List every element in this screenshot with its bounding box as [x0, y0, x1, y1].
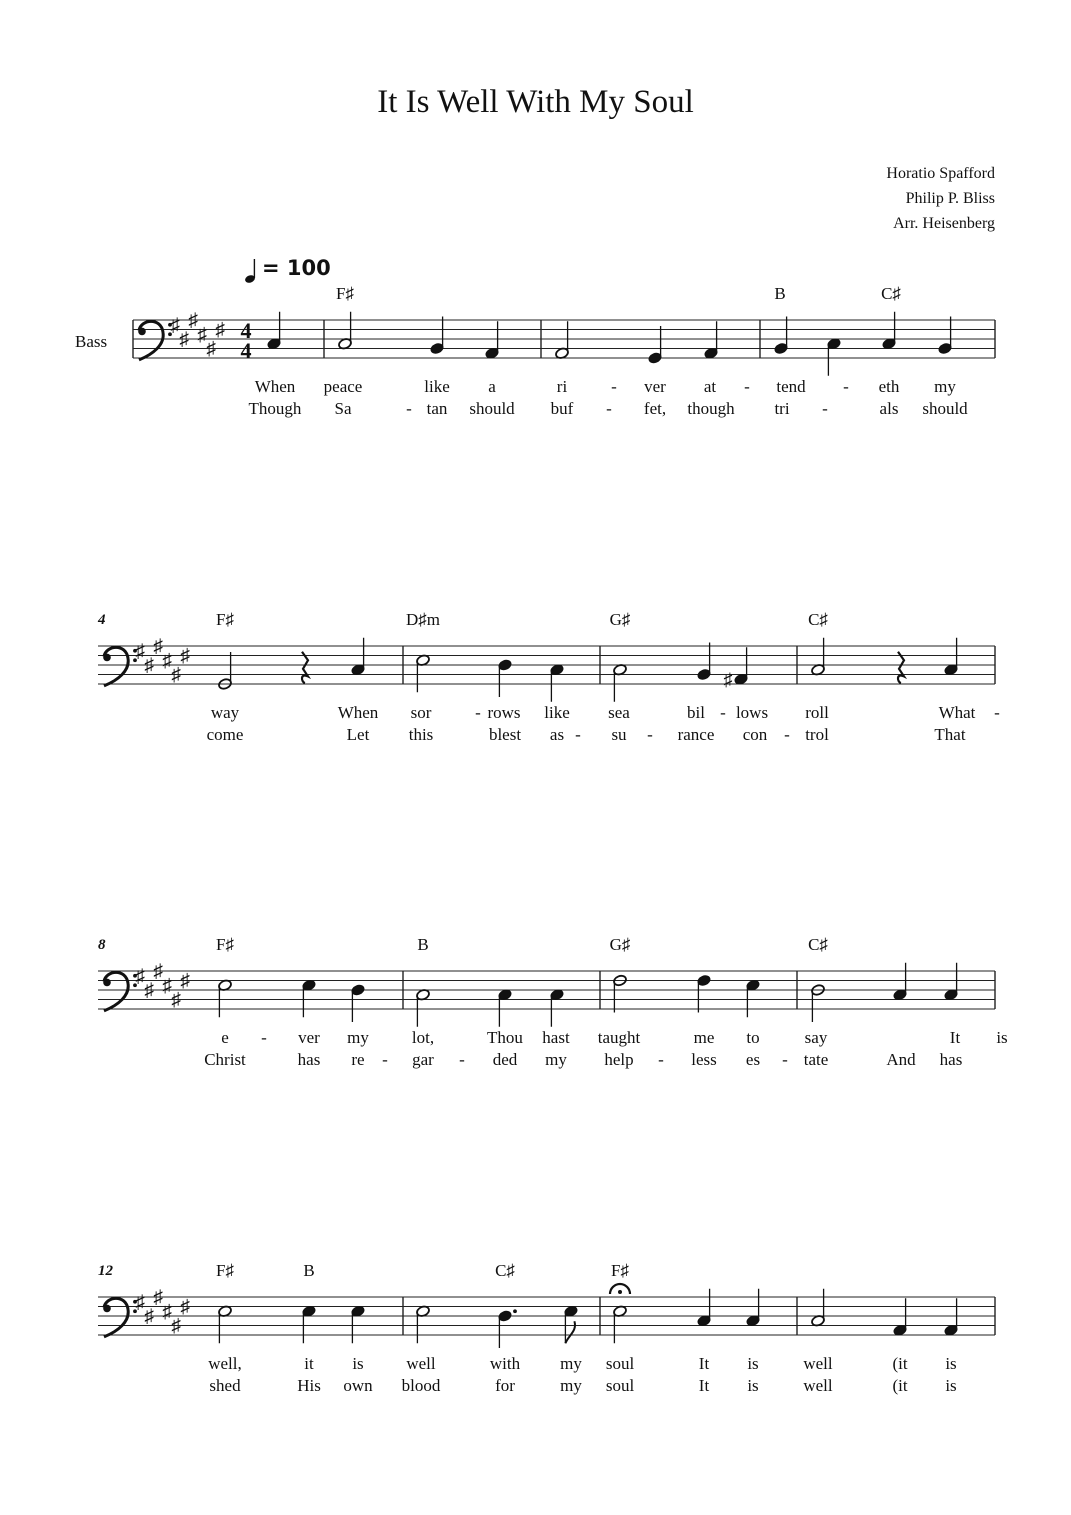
- lyric-verse1: taught: [597, 1028, 641, 1047]
- tempo-marking: = 100: [262, 256, 331, 280]
- lyric-verse1: ver: [644, 377, 666, 396]
- chord-symbol: F♯: [611, 1261, 629, 1280]
- lyric-verse1: soul: [605, 1354, 635, 1373]
- lyric-verse2: Sa: [334, 399, 352, 418]
- key-signature-sharp-icon: ♯: [197, 324, 207, 346]
- key-signature-sharp-icon: ♯: [135, 640, 145, 662]
- key-signature-sharp-icon: ♯: [153, 636, 163, 657]
- chord-symbol: F♯: [216, 1261, 234, 1280]
- lyric-verse1: It: [698, 1354, 710, 1373]
- lyric-verse2: Christ: [204, 1050, 246, 1069]
- instrument-name: Bass: [75, 332, 108, 351]
- key-signature-sharp-icon: ♯: [171, 989, 181, 1011]
- lyric-verse2: less: [691, 1050, 717, 1069]
- lyric-verse1: tend: [776, 377, 806, 396]
- lyric-verse1: -: [744, 377, 750, 396]
- quarter-rest-icon: [898, 652, 904, 683]
- key-signature-sharp-icon: ♯: [206, 338, 216, 360]
- chord-symbol: F♯: [336, 284, 354, 303]
- lyric-verse1: -: [261, 1028, 267, 1047]
- quarter-rest-icon: [302, 652, 308, 683]
- measure-number: 4: [98, 612, 106, 628]
- lyric-verse1: (it: [892, 1354, 908, 1373]
- lyric-verse2: tan: [426, 399, 448, 418]
- lyric-verse1: peace: [323, 377, 363, 396]
- lyric-verse1: sea: [608, 703, 630, 722]
- lyric-verse1: with: [489, 1354, 521, 1373]
- lyric-verse2: shed: [209, 1376, 241, 1395]
- chord-symbol: C♯: [808, 610, 828, 629]
- key-signature-sharp-icon: ♯: [188, 310, 198, 331]
- lyric-verse2: su: [611, 725, 627, 744]
- key-signature-sharp-icon: ♯: [144, 1306, 154, 1327]
- lyric-verse2: blood: [401, 1376, 441, 1395]
- staff-system-1: [133, 310, 995, 376]
- bass-clef-icon: [104, 972, 128, 1011]
- lyric-verse1: ver: [298, 1028, 320, 1047]
- lyric-verse1: bil: [687, 703, 705, 722]
- chord-symbol: C♯: [495, 1261, 515, 1280]
- sharp-accidental-icon: ♯: [723, 669, 733, 690]
- lyric-verse2: has: [297, 1050, 321, 1069]
- lyric-verse2: for: [495, 1376, 515, 1395]
- chord-symbol: F♯: [216, 610, 234, 629]
- lyric-verse2: tri: [774, 399, 790, 418]
- chord-symbol: C♯: [881, 284, 901, 303]
- lyric-verse2: -: [406, 399, 412, 418]
- staff-system-4: [98, 1284, 995, 1348]
- key-signature-sharp-icon: ♯: [180, 645, 190, 667]
- lyric-verse2: -: [606, 399, 612, 418]
- key-signature-sharp-icon: ♯: [144, 980, 154, 1001]
- staff-system-3: [98, 961, 995, 1027]
- measure-number: 8: [98, 937, 106, 953]
- lyric-verse2: fet,: [643, 399, 667, 418]
- lyric-verse1: my: [934, 377, 956, 396]
- lyric-verse2: es: [745, 1050, 761, 1069]
- measure-number: 12: [98, 1263, 113, 1279]
- lyric-verse2: come: [206, 725, 244, 744]
- lyric-verse1: well: [803, 1354, 833, 1373]
- lyric-verse1: -: [843, 377, 849, 396]
- key-signature-sharp-icon: ♯: [171, 664, 181, 686]
- lyric-verse2: -: [784, 725, 790, 744]
- time-signature-top: 4: [240, 318, 252, 344]
- score-title: It Is Well With My Soul: [377, 84, 694, 120]
- key-signature-sharp-icon: ♯: [180, 970, 190, 992]
- key-signature-sharp-icon: ♯: [153, 961, 163, 982]
- lyric-verse1: When: [337, 703, 379, 722]
- bass-clef-icon: [104, 1298, 128, 1337]
- lyric-verse1: eth: [878, 377, 900, 396]
- lyric-verse1: is: [747, 1354, 759, 1373]
- lyric-verse2: trol: [805, 725, 829, 744]
- arranger-credit: Arr. Heisenberg: [893, 215, 995, 232]
- lyric-verse1: -: [720, 703, 726, 722]
- lyric-verse2: rance: [677, 725, 715, 744]
- bass-clef-icon: [139, 321, 163, 360]
- lyric-verse1: rows: [487, 703, 521, 722]
- lyric-verse2: this: [408, 725, 434, 744]
- lyric-verse2: buf: [550, 399, 574, 418]
- key-signature-sharp-icon: ♯: [135, 965, 145, 987]
- lyric-verse2: my: [545, 1050, 567, 1069]
- lyric-verse2: His: [297, 1376, 321, 1395]
- lyric-verse1: Thou: [487, 1028, 523, 1047]
- chord-symbol: B: [303, 1261, 315, 1280]
- lyric-verse1: is: [945, 1354, 957, 1373]
- chord-symbol: G♯: [609, 610, 631, 629]
- lyric-verse1: e: [221, 1028, 229, 1047]
- bass-clef-icon: [104, 647, 128, 686]
- lyric-verse2: -: [575, 725, 581, 744]
- key-signature-sharp-icon: ♯: [179, 329, 189, 350]
- lyric-verse2: help: [604, 1050, 634, 1069]
- staff-system-2: [98, 636, 995, 702]
- lyric-verse2: -: [459, 1050, 465, 1069]
- lyric-verse2: is: [945, 1376, 957, 1395]
- lyric-verse2: -: [782, 1050, 788, 1069]
- key-signature-sharp-icon: ♯: [162, 650, 172, 672]
- bass-clef-icon: [103, 1305, 111, 1313]
- lyric-verse2: gar: [412, 1050, 434, 1069]
- lyric-verse2: -: [658, 1050, 664, 1069]
- key-signature-sharp-icon: ♯: [215, 319, 225, 341]
- lyric-verse1: When: [254, 377, 296, 396]
- bass-clef-icon: [138, 328, 146, 336]
- chord-symbol: B: [417, 935, 429, 954]
- lyric-verse1: at: [703, 377, 717, 396]
- chord-symbol: G♯: [609, 935, 631, 954]
- lyric-verse2: als: [879, 399, 899, 418]
- lyric-verse1: sor: [410, 703, 432, 722]
- lyric-verse1: a: [488, 377, 496, 396]
- lyric-verse2: soul: [605, 1376, 635, 1395]
- lyric-verse1: lot,: [411, 1028, 435, 1047]
- chord-symbol: C♯: [808, 935, 828, 954]
- lyric-verse2: Though: [248, 399, 302, 418]
- lyric-verse1: What: [938, 703, 976, 722]
- lyric-verse2: tate: [803, 1050, 829, 1069]
- lyric-verse1: say: [804, 1028, 828, 1047]
- key-signature-sharp-icon: ♯: [162, 975, 172, 997]
- time-signature-bottom: 4: [240, 338, 252, 363]
- lyric-verse1: is: [352, 1354, 364, 1373]
- chord-symbol: F♯: [216, 935, 234, 954]
- lyric-verse2: (it: [892, 1376, 908, 1395]
- dot: [513, 1309, 517, 1313]
- lyric-verse1: like: [424, 377, 450, 396]
- lyric-verse2: own: [343, 1376, 373, 1395]
- lyric-verse1: -: [475, 703, 481, 722]
- lyric-verse2: well: [803, 1376, 833, 1395]
- lyric-verse1: way: [210, 703, 240, 722]
- lyric-verse1: roll: [805, 703, 829, 722]
- lyric-verse1: me: [693, 1028, 715, 1047]
- lyric-verse1: well: [406, 1354, 436, 1373]
- lyric-verse2: con: [742, 725, 768, 744]
- lyric-verse1: it: [304, 1354, 314, 1373]
- key-signature-sharp-icon: ♯: [180, 1296, 190, 1318]
- lyric-verse2: is: [747, 1376, 759, 1395]
- lyric-verse2: -: [822, 399, 828, 418]
- lyric-verse1: like: [544, 703, 570, 722]
- lyric-verse2: as: [549, 725, 565, 744]
- key-signature-sharp-icon: ♯: [153, 1287, 163, 1308]
- lyric-verse2: It: [698, 1376, 710, 1395]
- lyric-verse2: re: [351, 1050, 365, 1069]
- lyric-verse2: should: [922, 399, 968, 418]
- lyric-verse2: ded: [492, 1050, 518, 1069]
- lyric-verse2: -: [647, 725, 653, 744]
- lyric-verse1: is: [996, 1028, 1008, 1047]
- lyric-verse1: ri: [556, 377, 568, 396]
- lyric-verse2: should: [469, 399, 515, 418]
- lyric-verse1: -: [611, 377, 617, 396]
- chord-symbol: D♯m: [406, 610, 440, 629]
- lyric-verse1: my: [347, 1028, 369, 1047]
- lyric-verse2: has: [939, 1050, 963, 1069]
- lyric-verse2: -: [382, 1050, 388, 1069]
- bass-clef-icon: [103, 979, 111, 987]
- lyric-verse1: to: [746, 1028, 760, 1047]
- lyric-verse2: blest: [488, 725, 522, 744]
- key-signature-sharp-icon: ♯: [171, 1315, 181, 1337]
- key-signature-sharp-icon: ♯: [135, 1291, 145, 1313]
- lyric-verse2: though: [687, 399, 735, 418]
- lyric-verse1: It: [949, 1028, 961, 1047]
- fermata-icon: [618, 1290, 622, 1294]
- lyric-verse1: hast: [542, 1028, 570, 1047]
- lyric-verse1: well,: [208, 1354, 242, 1373]
- lyric-verse1: lows: [735, 703, 769, 722]
- lyric-verse1: my: [560, 1354, 582, 1373]
- lyric-verse2: my: [560, 1376, 582, 1395]
- chord-symbol: B: [774, 284, 786, 303]
- key-signature-sharp-icon: ♯: [162, 1301, 172, 1323]
- lyricist-credit: Horatio Spafford: [886, 165, 995, 182]
- key-signature-sharp-icon: ♯: [144, 655, 154, 676]
- lyric-verse1: -: [994, 703, 1000, 722]
- key-signature-sharp-icon: ♯: [170, 314, 180, 336]
- composer-credit: Philip P. Bliss: [905, 190, 995, 207]
- lyric-verse2: And: [886, 1050, 916, 1069]
- eighth-flag-icon: [565, 1321, 575, 1343]
- lyric-verse2: Let: [346, 725, 370, 744]
- lyric-verse2: That: [934, 725, 966, 744]
- bass-clef-icon: [103, 654, 111, 662]
